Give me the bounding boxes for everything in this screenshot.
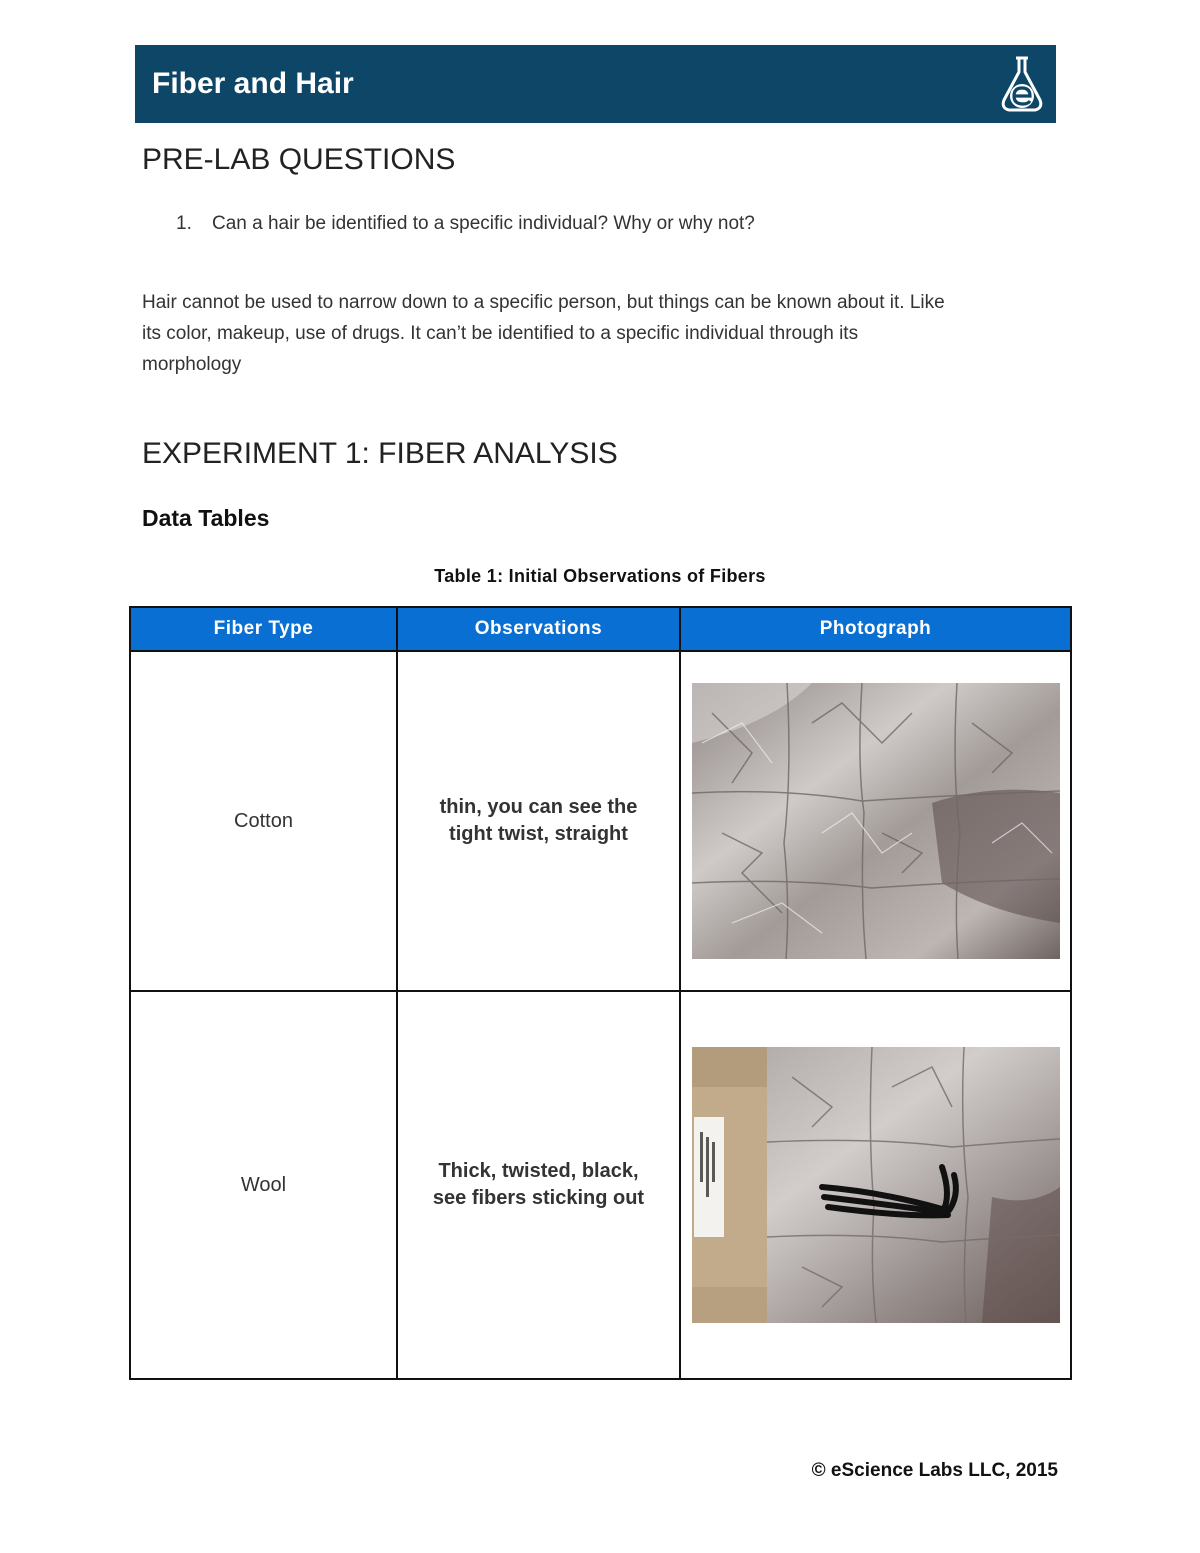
observation-line: thin, you can see the bbox=[439, 796, 638, 818]
observations-cell bbox=[397, 651, 680, 991]
answer-line: Hair cannot be used to narrow down to a specific person, but things can be known about it. Like bbox=[142, 292, 945, 313]
observation-line: tight twist, straight bbox=[449, 823, 628, 845]
fiber-type-cell: Cotton bbox=[130, 651, 397, 991]
column-header: Observations bbox=[397, 607, 680, 651]
question-text: Can a hair be identified to a specific individual? Why or why not? bbox=[212, 213, 755, 234]
answer-line: its color, makeup, use of drugs. It can’t be identified to a specific individual through its bbox=[142, 323, 859, 344]
page-header bbox=[135, 45, 1056, 123]
copyright-footer: © eScience Labs LLC, 2015 bbox=[811, 1460, 1058, 1481]
observations-table bbox=[129, 606, 1072, 1380]
column-header: Fiber Type bbox=[130, 607, 397, 651]
fiber-type-cell: Wool bbox=[130, 991, 397, 1379]
table-row bbox=[130, 651, 1071, 991]
question-number: 1. bbox=[176, 213, 192, 234]
observations-cell bbox=[397, 991, 680, 1379]
crumpled-aluminum-foil-photo bbox=[692, 683, 1060, 959]
escience-flask-icon bbox=[998, 54, 1046, 114]
answer-paragraph bbox=[142, 287, 1067, 380]
answer-line: morphology bbox=[142, 354, 242, 375]
photograph-cell bbox=[680, 651, 1071, 991]
data-tables-heading: Data Tables bbox=[142, 505, 270, 531]
table-caption: Table 1: Initial Observations of Fibers bbox=[434, 566, 766, 586]
column-header: Photograph bbox=[680, 607, 1071, 651]
page-title: Fiber and Hair bbox=[152, 67, 354, 100]
table-row bbox=[130, 991, 1071, 1379]
foil-with-black-wool-fiber-photo bbox=[692, 1047, 1060, 1323]
observation-line: Thick, twisted, black, bbox=[438, 1160, 639, 1182]
photograph-cell bbox=[680, 991, 1071, 1379]
table-header-row bbox=[130, 607, 1071, 651]
prelab-heading: PRE-LAB QUESTIONS bbox=[142, 143, 456, 176]
experiment-heading: EXPERIMENT 1: FIBER ANALYSIS bbox=[142, 437, 618, 470]
observation-line: see fibers sticking out bbox=[432, 1187, 645, 1209]
